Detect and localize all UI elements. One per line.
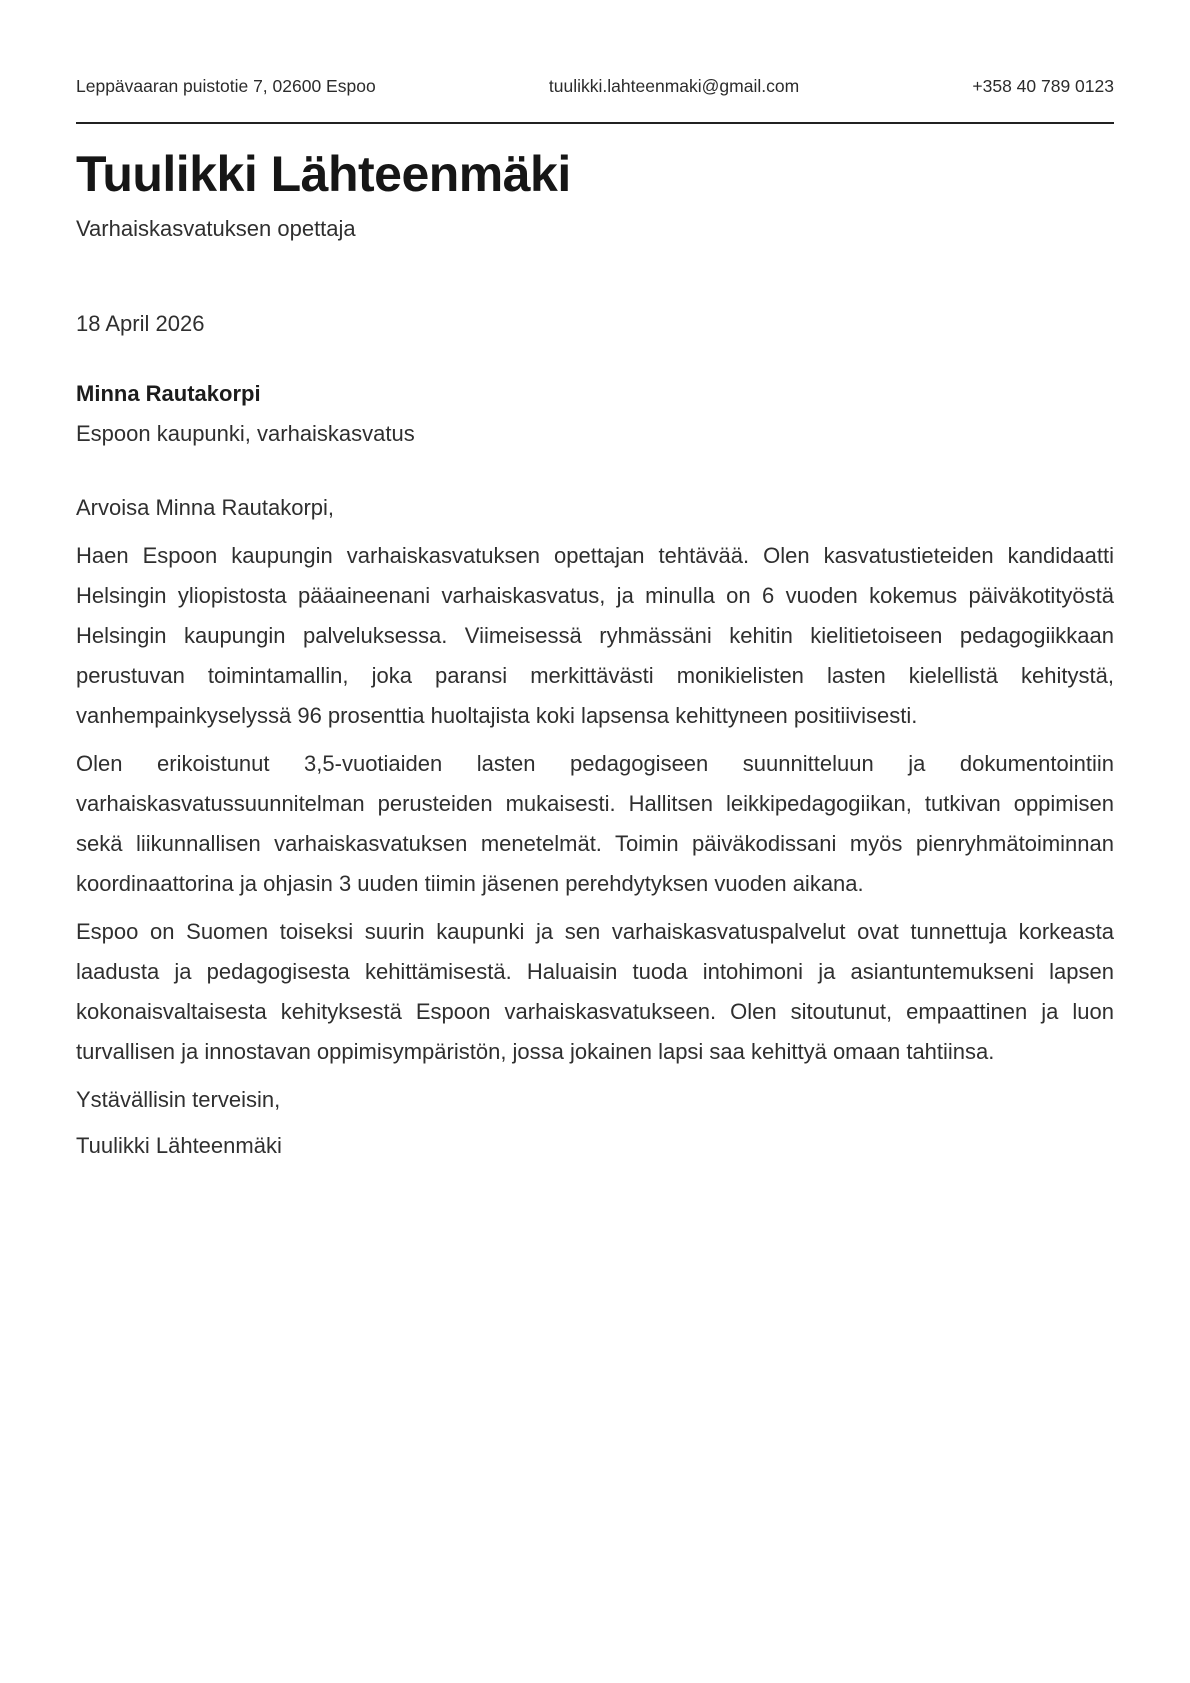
contact-email: tuulikki.lahteenmaki@gmail.com	[548, 76, 800, 96]
salutation: Arvoisa Minna Rautakorpi,	[76, 494, 335, 520]
contact-phone: +358 40 789 0123	[972, 76, 1114, 96]
paragraph-introduction: Haen Espoon kaupungin varhaiskasvatuksen opettajan tehtävää. Olen kasvatustieteiden kandidaatti Helsingin yliopistosta pääaineenani varhaiskasvatus, ja minulla on 6 vuoden kokemus päiväkotityöstä Helsingin kaupungin palveluksessa. Viimeisessä ryhmässäni kehitin kielitietoiseen pedagogiikkaan perustuvan toimintamallin, joka paransi merkittävästi monikielisten lasten kielellistä kehitystä, vanhempainkyselyssä 96 prosenttia huoltajista koki lapsensa kehittyneen positiivisesti.	[76, 542, 1114, 728]
letter-date: 18 April 2026	[76, 310, 205, 336]
contact-header	[76, 76, 1114, 124]
paragraph-expertise: Olen erikoistunut 3,5-vuotiaiden lasten pedagogiseen suunnitteluun ja dokumentointiin varhaiskasvatussuunnitelman perusteiden mukaisesti. Hallitsen leikkipedagogiikan, tutkivan oppimisen sekä liikunnallisen varhaiskasvatuksen menetelmät. Toimin päiväkodissani myös pienryhmätoiminnan koordinaattorina ja ohjasin 3 uuden tiimin jäsenen perehdytyksen vuoden aikana.	[76, 750, 1114, 896]
paragraph-motivation: Espoo on Suomen toiseksi suurin kaupunki ja sen varhaiskasvatuspalvelut ovat tunnettuja korkeasta laadusta ja pedagogisesta kehittämisestä. Haluaisin tuoda intohimoni ja asiantuntemukseni lapsen kokonaisvaltaisesta kehityksestä Espoon varhaiskasvatukseen. Olen sitoutunut, empaattinen ja luon turvallisen ja innostavan oppimisympäristön, jossa jokainen lapsi saa kehittyä omaan tahtiinsa.	[76, 918, 1114, 1064]
person-name-heading: Tuulikki Lähteenmäki	[76, 146, 571, 202]
letter-body	[76, 304, 1114, 1166]
recipient-organization: Espoon kaupunki, varhaiskasvatus	[76, 420, 415, 446]
signature-name: Tuulikki Lähteenmäki	[76, 1132, 282, 1158]
closing-phrase: Ystävällisin terveisin,	[76, 1086, 281, 1112]
contact-address: Leppävaaran puistotie 7, 02600 Espoo	[76, 76, 376, 96]
person-role-subtitle: Varhaiskasvatuksen opettaja	[76, 215, 356, 241]
recipient-name: Minna Rautakorpi	[76, 380, 261, 406]
